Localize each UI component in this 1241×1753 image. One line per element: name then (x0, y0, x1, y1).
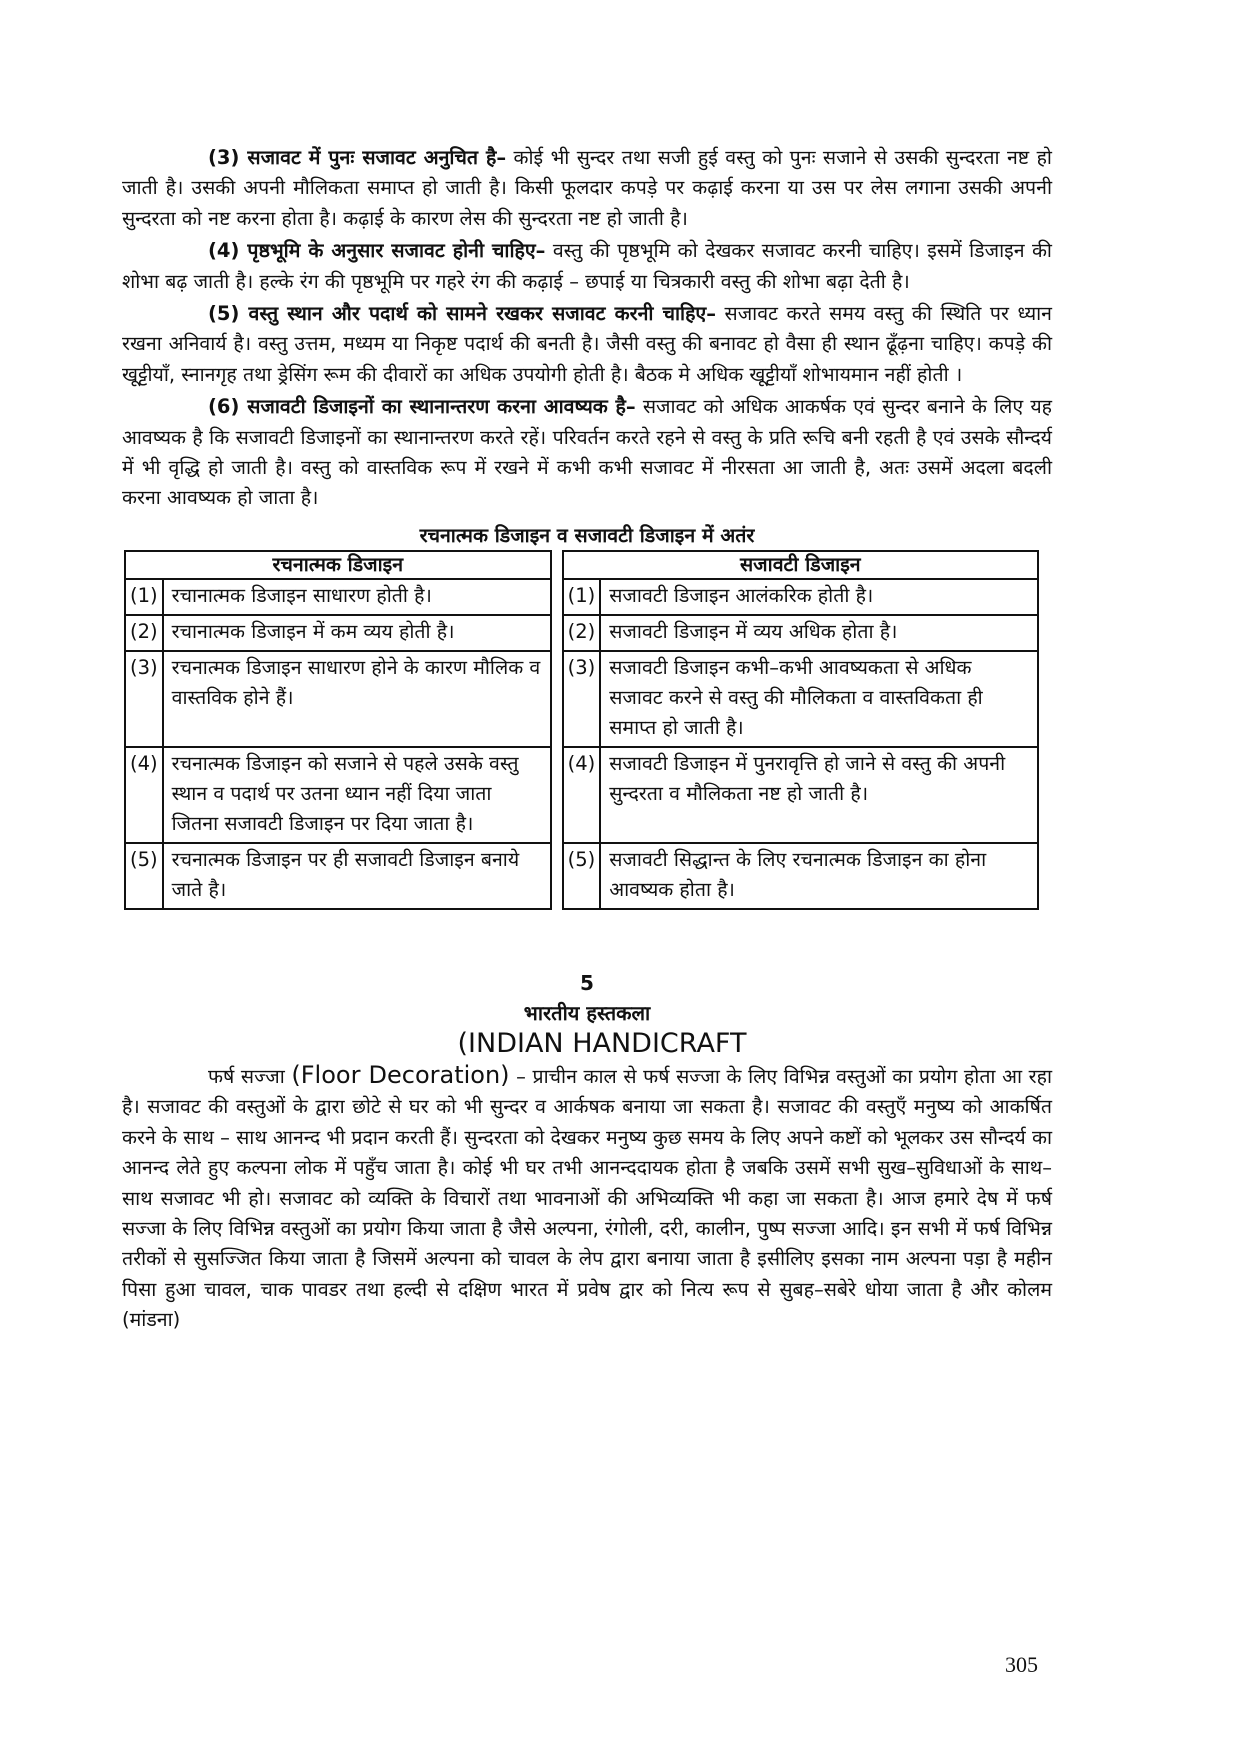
chapter-title-english: (INDIAN HANDICRAFT (457, 1027, 747, 1059)
paragraph-latin-term: (Floor Decoration) (291, 1060, 510, 1089)
column-header-right: सजावटी डिजाइन (563, 551, 1038, 579)
table-row (125, 843, 1038, 909)
paragraph-text: सजावट करते समय वस्तु की स्थिति पर ध्यान रखना अनिवार्य है। वस्तु उत्तम, मध्यम या निकृष्ट पदार्थ की बनती है। जैसी वस्तु की बनावट हो वैसा ही स्थान ढूँढ़ना चाहिए। कपड़े की खूट्टीयाँ, स्नानगृह तथा ड्रेसिंग रूम की दीवारों का अधिक उपयोगी होती है। बैठक मे अधिक खूट्टीयाँ शोभायमान नहीं होती । (122, 302, 1053, 386)
right-cell: सजावटी डिजाइन में व्यय अधिक होता है। (600, 615, 1038, 651)
row-number: (4) (125, 747, 163, 843)
table-gap (551, 843, 563, 909)
table-gap (551, 579, 563, 615)
paragraph-heading: (4) पृष्ठभूमि के अनुसार सजावट होनी चाहिए– (208, 239, 546, 263)
chapter-heading (122, 968, 1052, 1060)
table-row (125, 747, 1038, 843)
table-row (125, 615, 1038, 651)
table-row (125, 579, 1038, 615)
left-cell: रचनात्मक डिजाइन पर ही सजावटी डिजाइन बनाये जाते है। (163, 843, 551, 909)
page-number: 305 (1005, 1652, 1038, 1677)
paragraph-heading: (5) वस्तु स्थान और पदार्थ को सामने रखकर सजावट करनी चाहिए– (208, 302, 716, 326)
chapter-number: 5 (580, 970, 594, 995)
paragraph-text: सजावट को अधिक आकर्षक एवं सुन्दर बनाने के लिए यह आवष्यक है कि सजावटी डिजाइनों का स्थानान्तरण करते रहें। परिवर्तन करते रहने से वस्तु के प्रति रूचि बनी रहती है एवं उसके सौन्दर्य में भी वृद्धि हो जाती है। वस्तु को वास्तविक रूप में रखने में कभी कभी सजावट में नीरसता आ जाती है, अतः उसमें अदला बदली करना आवष्यक हो जाता है। (122, 395, 1053, 510)
right-cell: सजावटी डिजाइन में पुनरावृत्ति हो जाने से वस्तु की अपनी सुन्दरता व मौलिकता नष्ट हो जाती है। (600, 747, 1038, 843)
right-cell: सजावटी सिद्धान्त के लिए रचनात्मक डिजाइन का होना आवष्यक होता है। (600, 843, 1038, 909)
paragraph-heading: (3) सजावट में पुनः सजावट अनुचित है– (208, 146, 507, 169)
paragraph-text: वस्तु की पृष्ठभूमि को देखकर सजावट करनी चाहिए। इसमें डिजाइन की शोभा बढ़ जाती है। हल्के रंग की पृष्ठभूमि पर गहरे रंग की कढ़ाई – छपाई या चित्रकारी वस्तु की शोभा बढ़ा देती है। (122, 239, 1052, 293)
paragraph-text: – प्राचीन काल से फर्ष सज्जा के लिए विभिन्न वस्तुओं का प्रयोग होता आ रहा है। सजावट की वस्तुओं के द्वारा छोटे से घर को भी सुन्दर व आर्कषक बनाया जा सकता है। सजावट की वस्तुएँ मनुष्य को आकर्षित करने के साथ – साथ आनन्द भी प्रदान करती हैं। सुन्दरता को देखकर मनुष्य कुछ समय के लिए अपने कष्टों को भूलकर उस सौन्दर्य का आनन्द लेते हुए कल्पना लोक में पहुँच जाता है। कोई भी घर तभी आनन्ददायक होता है जबकि उसमें सभी सुख–सुविधाओं के साथ– साथ सजावट भी हो। सजावट को व्यक्ति के विचारों तथा भावनाओं की अभिव्यक्ति भी कहा जा सकता है। आज हमारे देष में फर्ष सज्जा के लिए विभिन्न वस्तुओं का प्रयोग किया जाता है जैसे अल्पना, रंगोली, दरी, कालीन, पुष्प सज्जा आदि। इन सभी में फर्ष विभिन्न तरीकों से सुसज्जित किया जाता है जिसमें अल्पना को चावल के लेप द्वारा बनाया जाता है इसीलिए इसका नाम अल्पना पड़ा है महीन पिसा हुआ चावल, चाक पावडर तथा हल्दी से दक्षिण भारत में प्रवेष द्वार को नित्य रूप से सुबह–सबेरे धोया जाता है और कोलम (मांडना) (122, 1064, 1053, 1332)
left-cell: रचनात्मक डिजाइन साधारण होने के कारण मौलिक व वास्तविक होने हैं। (163, 651, 551, 747)
table-gap (551, 651, 563, 747)
paragraph-text: कोई भी सुन्दर तथा सजी हुई वस्तु को पुनः सजाने से उसकी सुन्दरता नष्ट हो जाती है। उसकी अपनी मौलिकता समाप्त हो जाती है। किसी फूलदार कपड़े पर कढ़ाई करना या उस पर लेस लगाना उसकी अपनी सुन्दरता को नष्ट करना होता है। कढ़ाई के कारण लेस की सुन्दरता नष्ट हो जाती है। (122, 146, 1052, 230)
table-title: रचनात्मक डिजाइन व सजावटी डिजाइन में अतंर (419, 523, 755, 547)
left-cell: रचानात्मक डिजाइन साधारण होती है। (163, 579, 551, 615)
left-cell: रचनात्मक डिजाइन को सजाने से पहले उसके वस्तु स्थान व पदार्थ पर उतना ध्यान नहीं दिया जाता जितना सजावटी डिजाइन पर दिया जाता है। (163, 747, 551, 843)
row-number: (4) (563, 747, 601, 843)
table-row (125, 651, 1038, 747)
comparison-table (124, 550, 1039, 910)
row-number: (1) (125, 579, 163, 615)
row-number: (2) (563, 615, 601, 651)
row-number: (2) (125, 615, 163, 651)
row-number: (3) (125, 651, 163, 747)
page-content (122, 143, 1052, 1338)
row-number: (5) (125, 843, 163, 909)
right-cell: सजावटी डिजाइन कभी–कभी आवष्यकता से अधिक सजावट करने से वस्तु की मौलिकता व वास्तविकता ही समाप्त हो जाती है। (600, 651, 1038, 747)
paragraph-4 (122, 236, 1052, 297)
column-header-left: रचनात्मक डिजाइन (125, 551, 551, 579)
paragraph-6 (122, 392, 1052, 514)
paragraph-heading: (6) सजावटी डिजाइनों का स्थानान्तरण करना आवष्यक है– (208, 395, 636, 419)
left-cell: रचानात्मक डिजाइन में कम व्यय होती है। (163, 615, 551, 651)
table-gap (551, 551, 563, 579)
table-header-row (125, 551, 1038, 579)
table-gap (551, 615, 563, 651)
row-number: (1) (563, 579, 601, 615)
row-number: (3) (563, 651, 601, 747)
right-cell: सजावटी डिजाइन आलंकरिक होती है। (600, 579, 1038, 615)
floor-decoration-paragraph (122, 1060, 1052, 1336)
chapter-title: भारतीय हस्तकला (523, 1000, 651, 1025)
paragraph-3 (122, 143, 1052, 234)
table-gap (551, 747, 563, 843)
row-number: (5) (563, 843, 601, 909)
paragraph-5 (122, 299, 1052, 390)
paragraph-intro: फर्ष सज्जा (208, 1064, 292, 1088)
